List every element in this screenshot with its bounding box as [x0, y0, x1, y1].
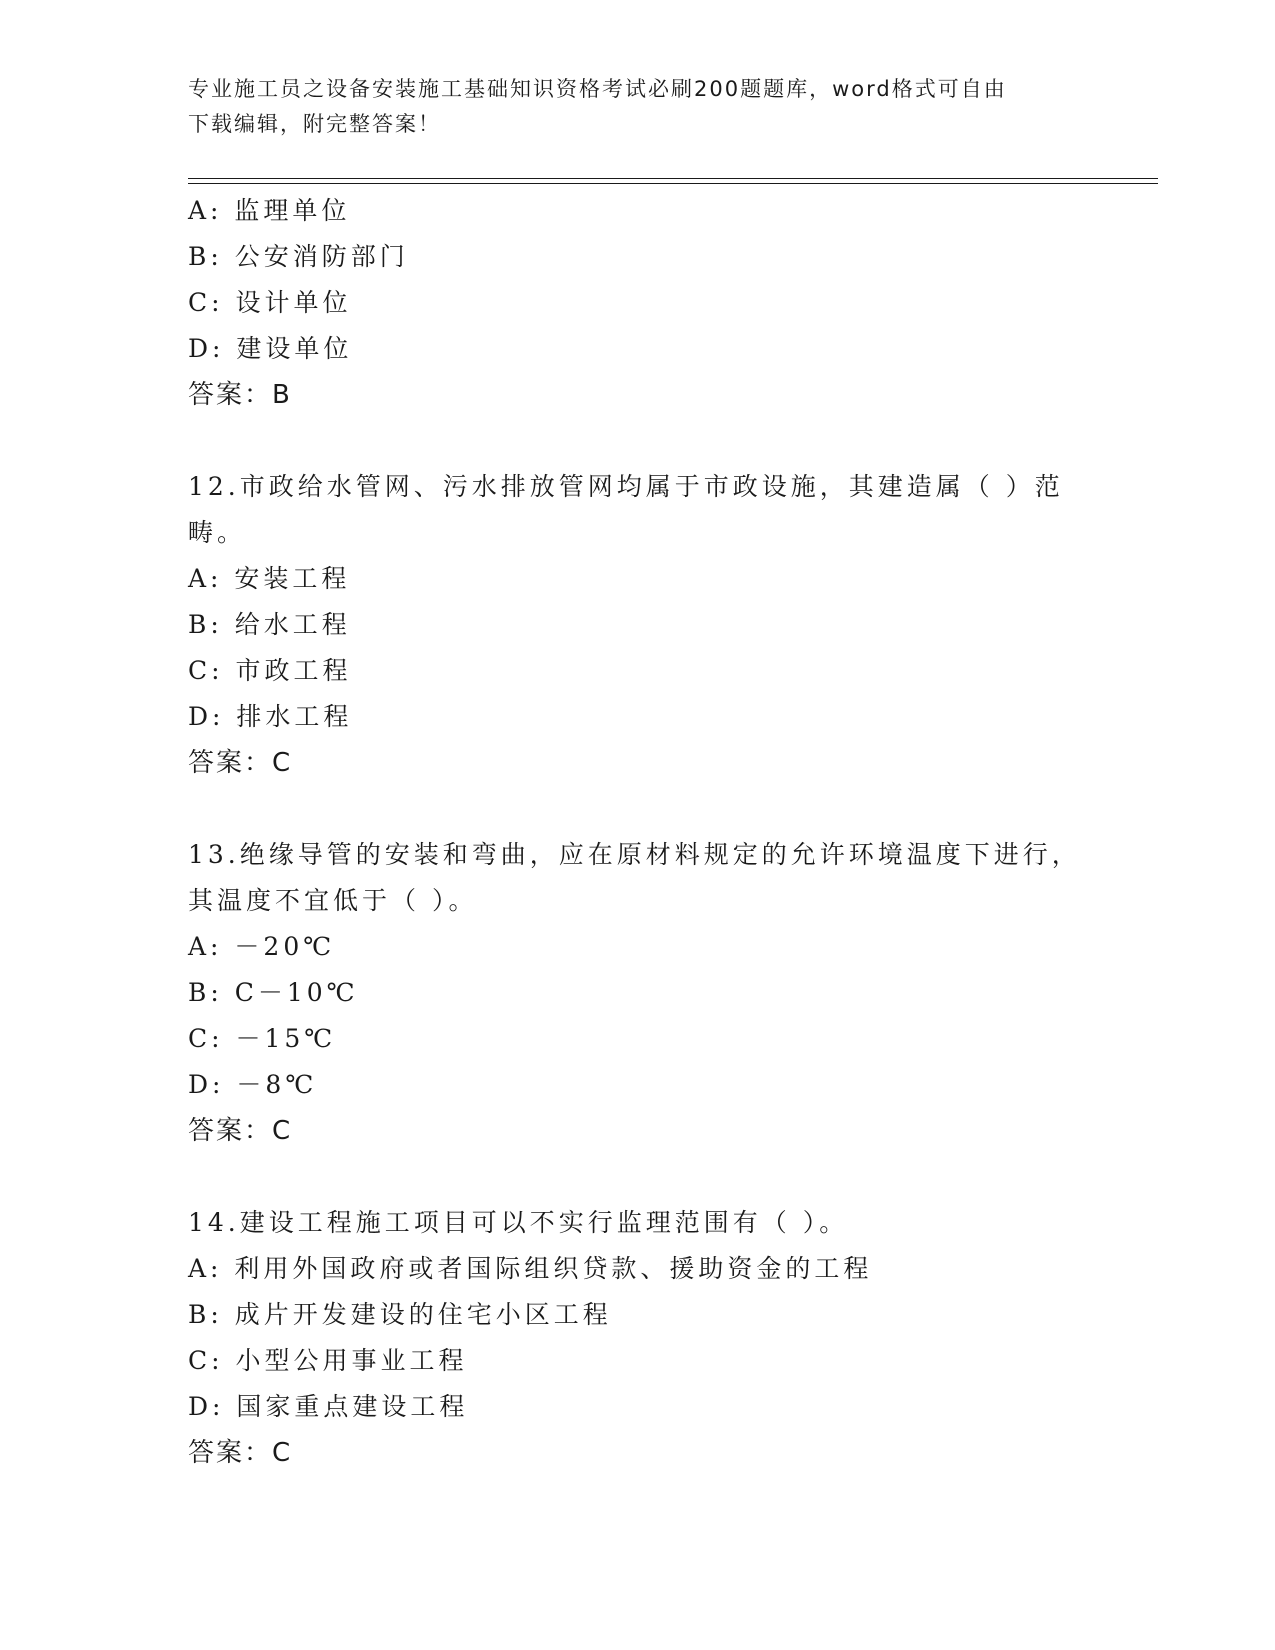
option-b: B: 给水工程 [188, 610, 351, 639]
question-stem-line-2: 其温度不宜低于（ ）。 [188, 886, 478, 915]
option-b: B: 成片开发建设的住宅小区工程 [188, 1300, 612, 1329]
spacer [188, 1154, 1088, 1200]
question-stem-line-1: 13.绝缘导管的安装和弯曲，应在原材料规定的允许环境温度下进行， [188, 840, 1081, 869]
question-14 [188, 1200, 1088, 1476]
option-a: A: －20℃ [188, 932, 336, 961]
question-stem-line-2: 畴。 [188, 518, 247, 547]
spacer [188, 786, 1088, 832]
header-line-1: 专业施工员之设备安装施工基础知识资格考试必刷200题题库，word格式可自由 [188, 77, 1007, 101]
option-d: D: 国家重点建设工程 [188, 1392, 469, 1421]
question-12 [188, 464, 1088, 786]
option-b: B: 公安消防部门 [188, 242, 409, 271]
option-b: B: C－10℃ [188, 978, 359, 1007]
option-d: D: －8℃ [188, 1070, 318, 1099]
option-a: A: 监理单位 [188, 196, 351, 225]
answer: 答案：B [188, 380, 292, 410]
spacer [188, 418, 1088, 464]
header-line-2: 下载编辑，附完整答案！ [188, 112, 441, 136]
option-a: A: 利用外国政府或者国际组织贷款、援助资金的工程 [188, 1254, 873, 1283]
answer: 答案：C [188, 748, 293, 778]
document-header [188, 72, 1088, 142]
answer: 答案：C [188, 1116, 293, 1146]
question-13 [188, 832, 1088, 1154]
header-rule-bottom [188, 183, 1158, 184]
option-c: C: 设计单位 [188, 288, 352, 317]
question-stem-line-1: 14.建设工程施工项目可以不实行监理范围有（ ）。 [188, 1208, 849, 1237]
option-a: A: 安装工程 [188, 564, 351, 593]
question-list [188, 188, 1088, 1476]
header-rule-top [188, 178, 1158, 179]
option-d: D: 排水工程 [188, 702, 353, 731]
question-11 [188, 188, 1088, 418]
answer: 答案：C [188, 1438, 293, 1468]
option-c: C: 小型公用事业工程 [188, 1346, 468, 1375]
option-c: C: －15℃ [188, 1024, 337, 1053]
question-stem-line-1: 12.市政给水管网、污水排放管网均属于市政设施，其建造属（ ）范 [188, 472, 1064, 501]
option-d: D: 建设单位 [188, 334, 353, 363]
option-c: C: 市政工程 [188, 656, 352, 685]
